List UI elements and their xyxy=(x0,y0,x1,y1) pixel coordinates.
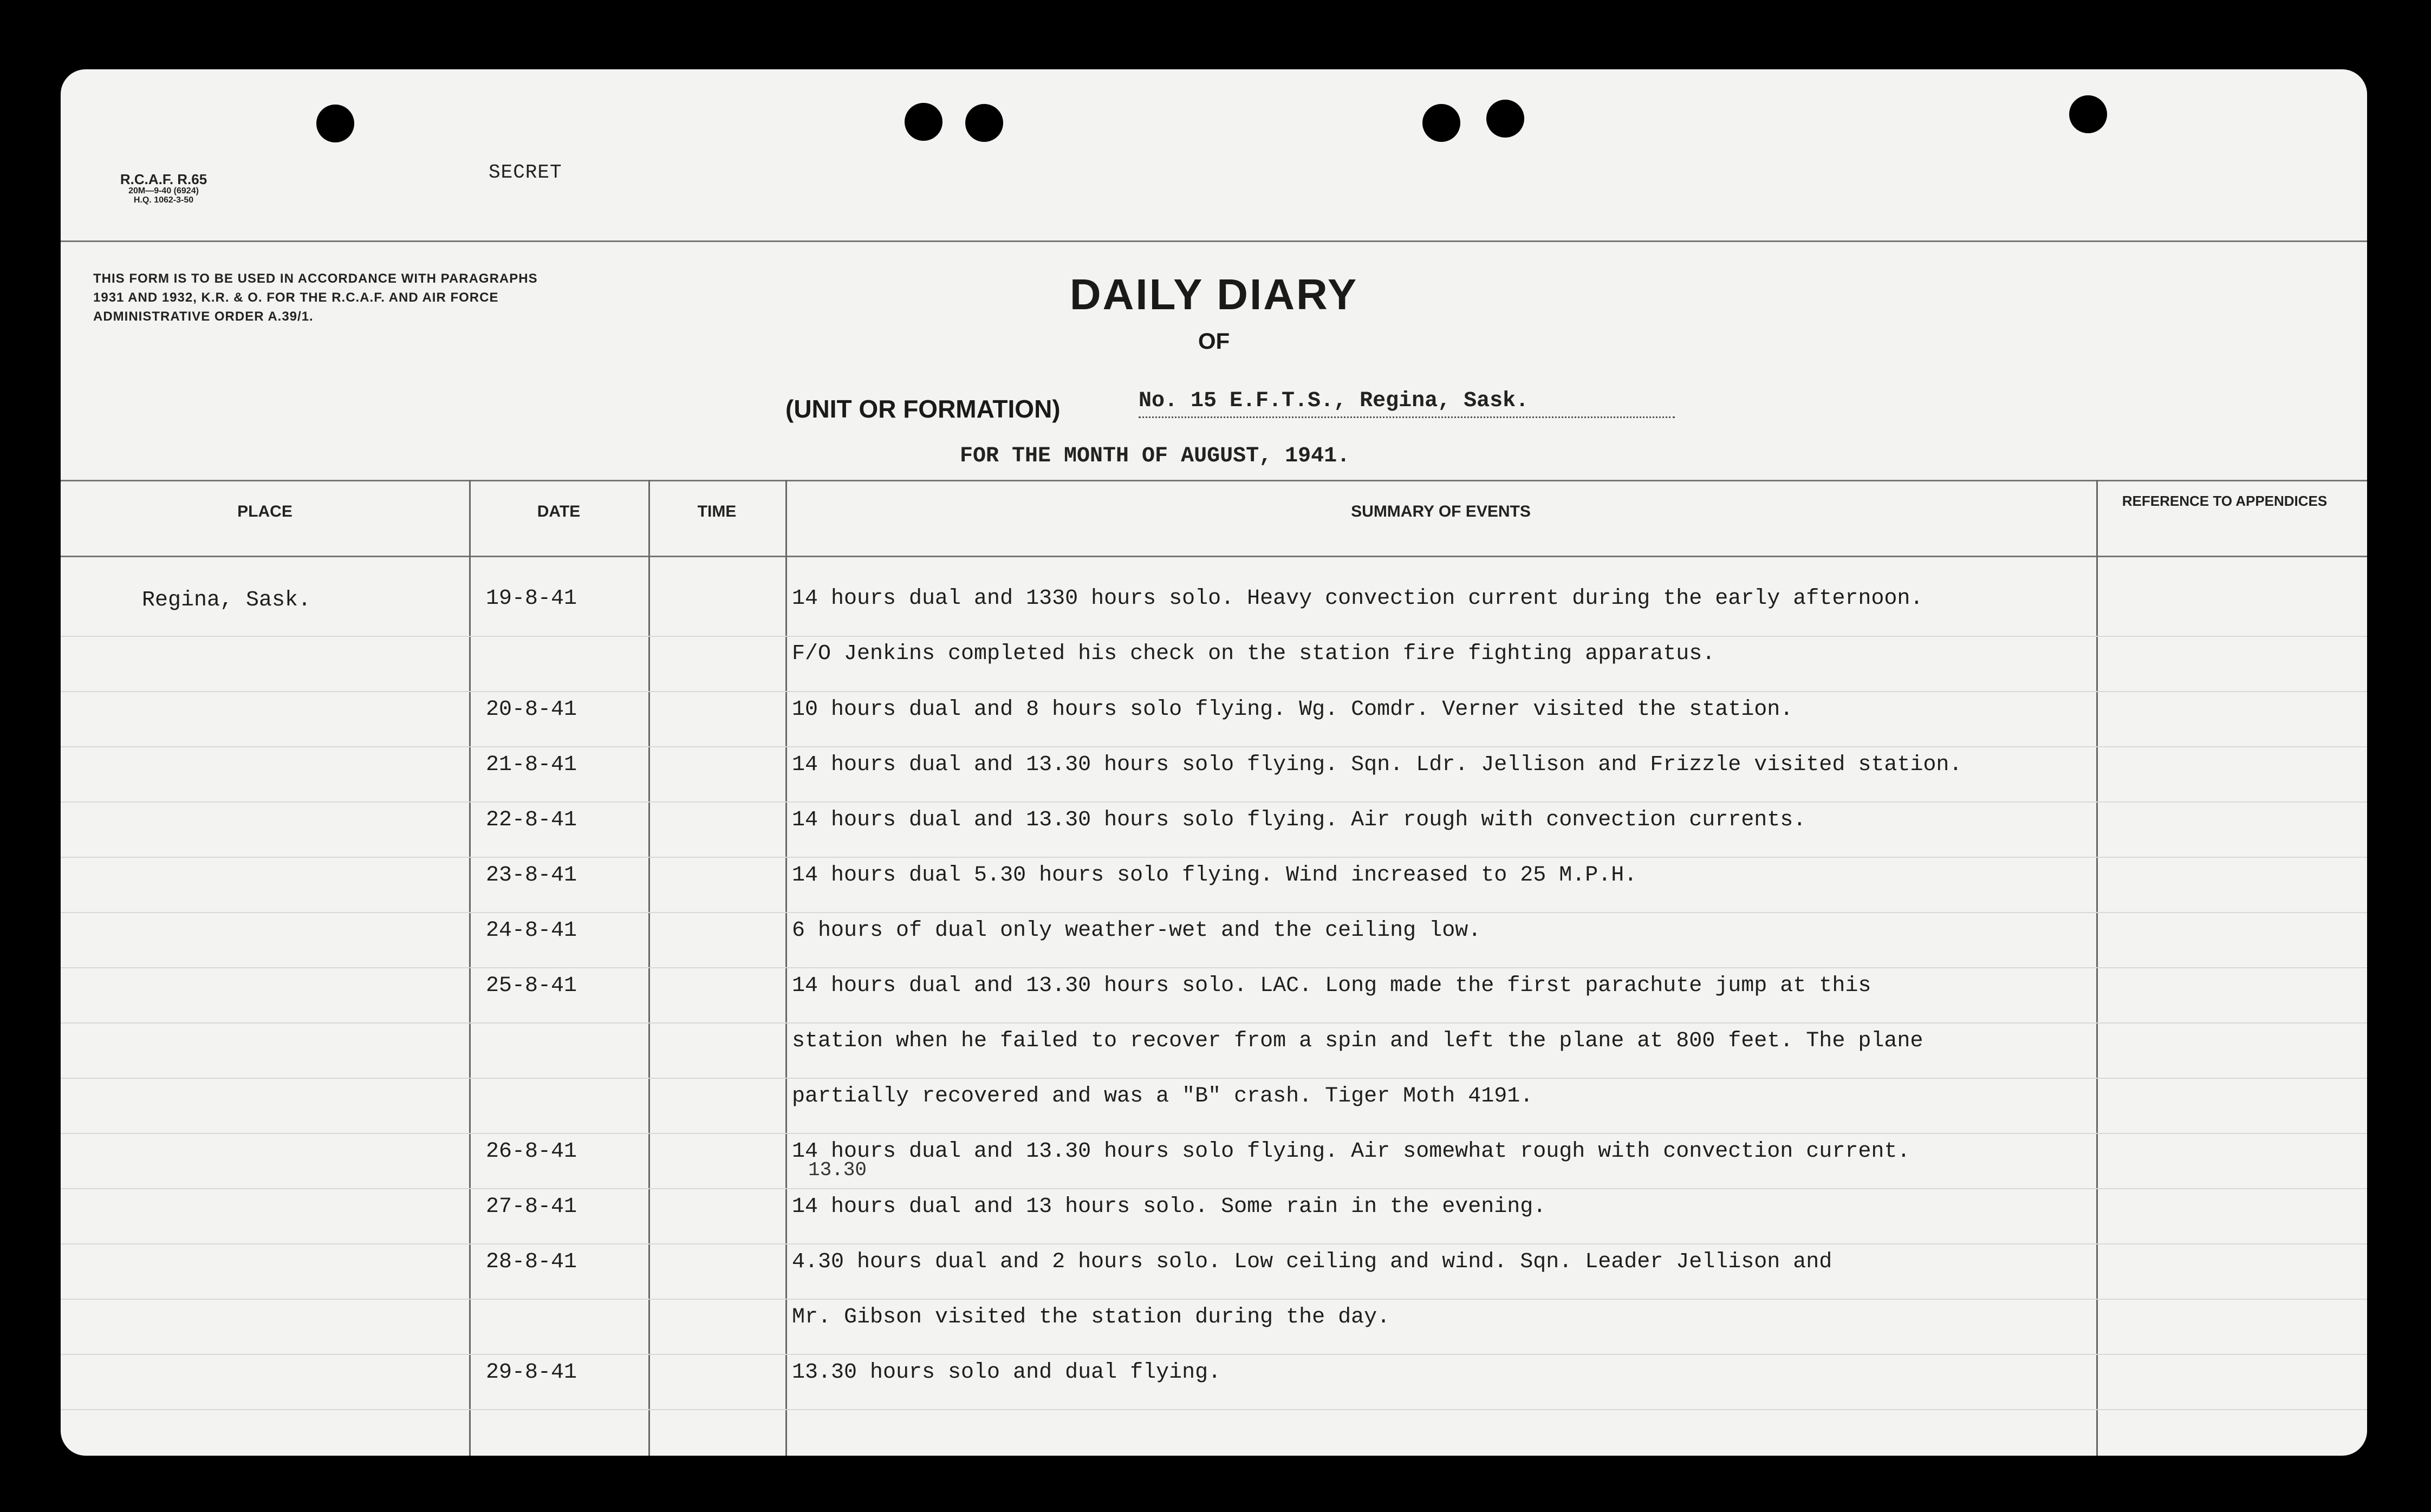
date-cell: 27-8-41 xyxy=(486,1195,577,1219)
summary-line: 14 hours dual and 13.30 hours solo flying. Sqn. Ldr. Jellison and Frizzle visited station. xyxy=(792,753,1962,777)
summary-line: station when he failed to recover from a spin and left the plane at 800 feet. The plane xyxy=(792,1029,1923,1053)
ruled-line xyxy=(61,1188,2367,1189)
punch-hole xyxy=(316,105,354,142)
column-header-time: TIME xyxy=(697,503,737,520)
punch-hole xyxy=(2069,95,2107,133)
summary-line: Mr. Gibson visited the station during the day. xyxy=(792,1305,1390,1329)
ruled-line xyxy=(61,1354,2367,1355)
punch-hole xyxy=(1422,104,1460,142)
month-line: FOR THE MONTH OF AUGUST, 1941. xyxy=(960,444,1350,468)
date-cell: 26-8-41 xyxy=(486,1139,577,1164)
ruled-line xyxy=(61,1243,2367,1244)
column-header-reference: REFERENCE TO APPENDICES xyxy=(2122,493,2328,509)
date-cell: 22-8-41 xyxy=(486,808,577,832)
hq-reference: H.Q. 1062-3-50 xyxy=(133,195,194,205)
summary-line: F/O Jenkins completed his check on the station fire fighting apparatus. xyxy=(792,642,1715,666)
summary-line: partially recovered and was a "B" crash. Tiger Moth 4191. xyxy=(792,1084,1533,1109)
ruled-line xyxy=(61,1022,2367,1024)
column-header-summary: SUMMARY OF EVENTS xyxy=(1351,503,1531,520)
summary-line: 14 hours dual 5.30 hours solo flying. Wind increased to 25 M.P.H. xyxy=(792,863,1637,888)
summary-line: 14 hours dual and 13.30 hours solo flying. Air rough with convection currents. xyxy=(792,808,1806,832)
table-top-border xyxy=(61,480,2367,481)
date-cell: 28-8-41 xyxy=(486,1250,577,1274)
ruled-line xyxy=(61,1299,2367,1300)
table-header-border xyxy=(61,556,2367,557)
ruled-line xyxy=(61,857,2367,858)
place-cell: Regina, Sask. xyxy=(142,588,311,612)
column-header-date: DATE xyxy=(537,503,581,520)
date-cell: 23-8-41 xyxy=(486,863,577,888)
form-number: R.C.A.F. R.65 xyxy=(120,171,207,187)
title-of: OF xyxy=(1198,328,1230,354)
print-code: 20M—9-40 (6924) xyxy=(128,186,199,196)
ruled-line xyxy=(61,1409,2367,1410)
punch-hole xyxy=(905,103,942,141)
summary-line: 4.30 hours dual and 2 hours solo. Low ceiling and wind. Sqn. Leader Jellison and xyxy=(792,1250,1832,1274)
unit-label: (UNIT OR FORMATION) xyxy=(785,395,1061,423)
ruled-line xyxy=(61,1078,2367,1079)
ruled-line xyxy=(61,746,2367,747)
summary-line: 14 hours dual and 13.30 hours solo flying. Air somewhat rough with convection current. xyxy=(792,1139,1910,1164)
classification-stamp: SECRET xyxy=(489,161,562,184)
summary-line: 13.30 hours solo and dual flying. xyxy=(792,1360,1221,1385)
ruled-line xyxy=(61,801,2367,803)
header-divider xyxy=(61,240,2367,242)
summary-line: 10 hours dual and 8 hours solo flying. Wg. Comdr. Verner visited the station. xyxy=(792,698,1793,722)
date-cell: 24-8-41 xyxy=(486,918,577,943)
summary-line: 6 hours of dual only weather-wet and the ceiling low. xyxy=(792,918,1481,943)
date-cell: 29-8-41 xyxy=(486,1360,577,1385)
column-header-place: PLACE xyxy=(237,503,292,520)
date-cell: 19-8-41 xyxy=(486,586,577,611)
summary-line: 14 hours dual and 1330 hours solo. Heavy convection current during the early afternoon. xyxy=(792,586,1923,611)
ruled-line xyxy=(61,636,2367,637)
date-cell: 20-8-41 xyxy=(486,698,577,722)
date-cell: 21-8-41 xyxy=(486,753,577,777)
punch-hole xyxy=(965,104,1003,142)
ruled-line xyxy=(61,1133,2367,1134)
page-title: DAILY DIARY xyxy=(1069,270,1358,318)
punch-hole xyxy=(1486,100,1524,138)
date-cell: 25-8-41 xyxy=(486,974,577,998)
unit-value: No. 15 E.F.T.S., Regina, Sask. xyxy=(1139,389,1675,418)
form-number-block xyxy=(93,172,234,205)
ruled-line xyxy=(61,691,2367,692)
summary-line: 14 hours dual and 13.30 hours solo. LAC. Long made the first parachute jump at this xyxy=(792,974,1871,998)
ruled-line xyxy=(61,912,2367,913)
summary-line: 14 hours dual and 13 hours solo. Some rain in the evening. xyxy=(792,1195,1546,1219)
handwritten-correction: 13.30 xyxy=(808,1159,867,1181)
ruled-line xyxy=(61,967,2367,968)
diary-form-sheet xyxy=(61,69,2367,1456)
form-instructions: THIS FORM IS TO BE USED IN ACCORDANCE WITH PARAGRAPHS 1931 AND 1932, K.R. & O. FOR THE R.C.A.F. AND AIR FORCE ADMINISTRATIVE ORDER A.39/1. xyxy=(93,271,538,324)
